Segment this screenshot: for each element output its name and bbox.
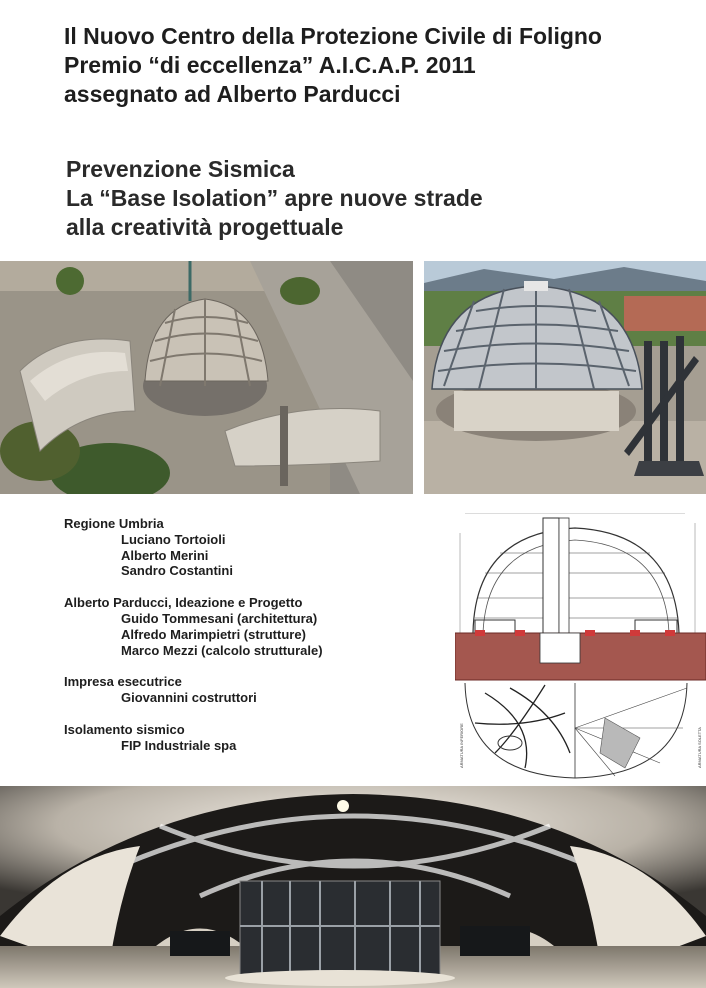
page-title [64, 22, 602, 109]
credits-name: FIP Industriale spa [121, 737, 237, 753]
credits-name: Luciano Tortoioli [121, 531, 226, 547]
credits-regione [64, 516, 323, 579]
credits-name: Sandro Costantini [121, 563, 233, 579]
credits-isolamento [64, 722, 323, 754]
credits-name: Marco Mezzi (calcolo strutturale) [121, 642, 323, 658]
subtitle-line-3: alla creatività progettuale [66, 214, 344, 240]
credits-block [64, 516, 323, 770]
title-line-2: Premio “di eccellenza” A.I.C.A.P. 2011 [64, 52, 476, 78]
technical-drawing [455, 513, 706, 780]
subtitle-line-1: Prevenzione Sismica [66, 156, 295, 182]
credits-heading: Isolamento sismico [64, 721, 185, 737]
credits-name: Alberto Merini [121, 547, 209, 563]
interior-dome-photo [0, 786, 706, 988]
credits-impresa [64, 674, 323, 706]
subtitle-line-2: La “Base Isolation” apre nuove strade [66, 185, 483, 211]
credits-progetto [64, 595, 323, 658]
drawing-side-label-right: ARMATURA SOLETTA [697, 727, 702, 768]
credits-heading: Impresa esecutrice [64, 674, 182, 690]
construction-aerial-photo [0, 261, 413, 494]
title-line-3: assegnato ad Alberto Parducci [64, 81, 401, 107]
credits-heading: Alberto Parducci, Ideazione e Progetto [64, 595, 303, 611]
page-subtitle [66, 155, 483, 242]
drawing-side-label-left: ARMATURA INFERIORE [459, 723, 464, 768]
credits-name: Giovannini costruttori [121, 690, 257, 706]
credits-name: Guido Tommesani (architettura) [121, 610, 318, 626]
title-line-1: Il Nuovo Centro della Protezione Civile di Foligno [64, 23, 602, 49]
completed-dome-photo [424, 261, 706, 494]
credits-heading: Regione Umbria [64, 516, 164, 531]
credits-name: Alfredo Marimpietri (strutture) [121, 626, 306, 642]
